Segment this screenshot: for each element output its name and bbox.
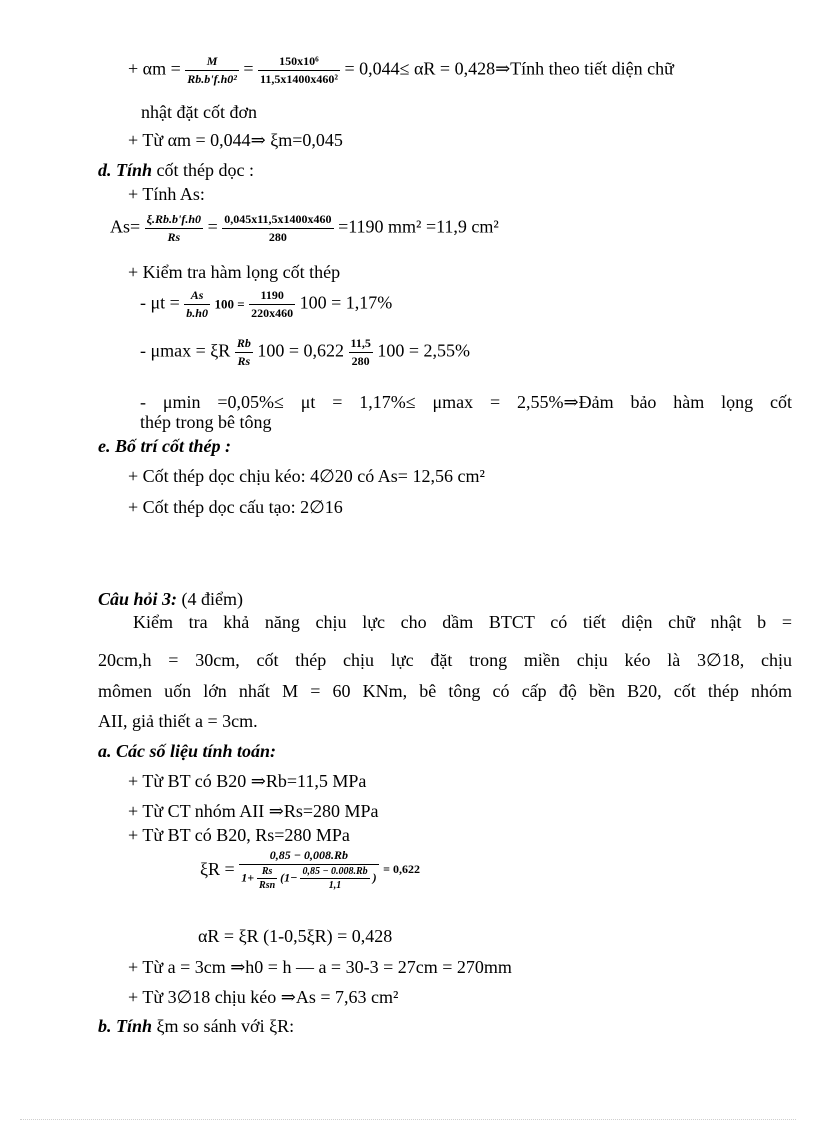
paragraph-line: Kiểm tra khả năng chịu lực cho dầm BTCT có tiết diện chữ nhật b = <box>133 612 792 632</box>
paragraph-line: 20cm,h = 30cm, cốt thép chịu lực đặt trong miền chịu kéo là 3∅18, chịu <box>98 650 792 670</box>
xi-r-formula: ξR = 0,85 − 0,008.Rb 1+ $\frac{Rs}{\text{Rsn}}$ (1− $\frac{0,85 - 0.008.Rb}{1,1}$ ) = 0,622 <box>200 848 421 891</box>
fraction: $\frac{\xi.Rb.b'f.h0}{Rs}$ <box>146 212 202 244</box>
mu-min-line: - μmin =0,05%≤ μt = 1,17%≤ μmax = 2,55%⇒Đảm bảo hàm lọng cốt <box>140 392 792 412</box>
list-item: + Kiểm tra hàm lọng cốt thép <box>128 262 341 282</box>
fraction: $\frac{11,5}{280}$ <box>350 336 371 368</box>
fraction-numerator: 150x10⁶ <box>258 54 340 71</box>
section-e-heading: e. Bố trí cốt thép : <box>98 436 231 456</box>
mu-max-formula: - μmax = ξR $\frac{Rb}{Rs}$ 100 = 0,622 $\frac{11,5}{280}$ 100 = 2,55% <box>140 336 470 368</box>
as-formula: As= $\frac{\xi.Rb.b'f.h0}{Rs}$ = $\frac{0,045x11,5x1400x460}{280}$ =1190 mm² =11,9 cm² <box>110 212 499 244</box>
list-item: + Cốt thép dọc cấu tạo: 2∅16 <box>128 497 343 517</box>
text-line: nhật đặt cốt đơn <box>141 102 257 122</box>
text-line: + Từ αm = 0,044⇒ ξm=0,045 <box>128 130 343 150</box>
page-bottom-divider <box>20 1119 796 1120</box>
plus-marker: + <box>128 58 139 79</box>
mu-t-formula: - μt = $\frac{As}{b.h0}$ 100 = $\frac{1190}{220x460}$ 100 = 1,17% <box>140 288 393 320</box>
section-d-heading: d. Tính cốt thép dọc : <box>98 160 255 180</box>
alpha-m-result: = 0,044≤ αR = 0,428⇒Tính theo tiết diện chữ <box>344 58 674 79</box>
list-item: + Tính As: <box>128 184 205 204</box>
fraction-xi-r: 0,85 − 0,008.Rb 1+ $\frac{Rs}{\text{Rsn}}$ (1− $\frac{0,85 - 0.008.Rb}{1,1}$ ) <box>241 848 377 891</box>
section-b-heading: b. Tính ξm so sánh với ξR: <box>98 1016 295 1036</box>
section-a-heading: a. Các số liệu tính toán: <box>98 741 277 761</box>
alpha-r-formula: αR = ξR (1-0,5ξR) = 0,428 <box>198 926 393 946</box>
fraction: $\frac{0,045x11,5x1400x460}{280}$ <box>224 212 332 244</box>
list-item: + Từ BT có B20, Rs=280 MPa <box>128 825 350 845</box>
alpha-m-lhs: αm = <box>142 58 181 79</box>
paragraph-line: AII, giả thiết a = 3cm. <box>98 711 258 731</box>
fraction-m <box>185 54 239 87</box>
fraction-numerator: M <box>185 54 239 71</box>
text-line: thép trong bê tông <box>140 412 272 432</box>
list-item: + Từ a = 3cm ⇒h0 = h — a = 30-3 = 27cm = 270mm <box>128 957 512 977</box>
list-item: + Từ CT nhóm AII ⇒Rs=280 MPa <box>128 801 379 821</box>
alpha-m-formula: + αm = $\frac{M}{\text{Rb.b'f.h0²}}$ = $\frac{\text{150x10⁶}}{\text{11,5x1400x460²}}$ = 0,044≤ αR = 0,428⇒Tính theo tiết diện chữ <box>128 54 674 86</box>
fraction-values <box>258 54 340 87</box>
list-item: + Cốt thép dọc chịu kéo: 4∅20 có As= 12,56 cm² <box>128 466 485 486</box>
fraction: $\frac{1190}{220x460}$ <box>251 288 294 320</box>
fraction: $\frac{Rb}{Rs}$ <box>236 336 251 368</box>
paragraph-line: mômen uốn lớn nhất M = 60 KNm, bê tông có cấp độ bền B20, cốt thép nhóm <box>98 681 792 701</box>
fraction-denominator: 11,5x1400x460² <box>260 72 338 86</box>
fraction: $\frac{As}{b.h0}$ <box>186 288 208 320</box>
list-item: + Từ 3∅18 chịu kéo ⇒As = 7,63 cm² <box>128 987 399 1007</box>
list-item: + Từ BT có B20 ⇒Rb=11,5 MPa <box>128 771 367 791</box>
fraction-denominator: Rb.b'f.h0² <box>187 72 237 86</box>
question-3-title: Câu hỏi 3: (4 điểm) <box>98 589 244 609</box>
